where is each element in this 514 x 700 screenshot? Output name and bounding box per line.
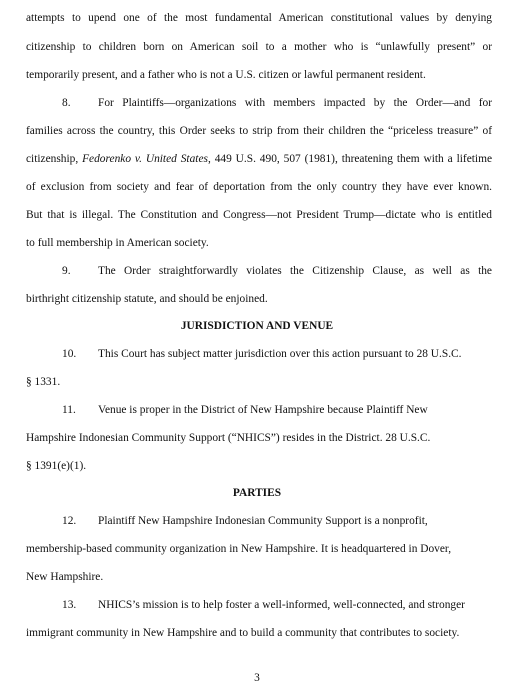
paragraph-11-line-1: Venue is proper in the District of New Hampshire because Plaintiff New (98, 404, 428, 416)
paragraph-10-number: 10. (62, 348, 77, 360)
paragraph-11-line-2: Hampshire Indonesian Community Support (“NHICS”) resides in the District. 28 U.S.C. (26, 432, 431, 444)
paragraph-8-line-4: of exclusion from society and fear of deportation from the only country they have ever known. (26, 181, 492, 193)
section-heading-jurisdiction-and-venue: JURISDICTION AND VENUE (180, 320, 334, 332)
paragraph-8-line-1: For Plaintiffs—organizations with members impacted by the Order—and for (98, 97, 492, 109)
paragraph-12-line-2: membership-based community organization in New Hampshire. It is headquartered in Dover, (26, 543, 452, 555)
paragraph-12-line-3: New Hampshire. (26, 571, 104, 583)
paragraph-10-line-1: This Court has subject matter jurisdiction over this action pursuant to 28 U.S.C. (98, 348, 462, 360)
paragraph-9-number: 9. (62, 265, 71, 277)
paragraph-13-line-2: immigrant community in New Hampshire and to build a community that contributes to society. (26, 627, 460, 639)
paragraph-9-line-1: The Order straightforwardly violates the Citizenship Clause, as well as the (98, 265, 492, 277)
paragraph-13-line-1: NHICS’s mission is to help foster a well-informed, well-connected, and stronger (98, 599, 465, 611)
paragraph-8-line-5: But that is illegal. The Constitution and Congress—not President Trump—dictate who is entitled (26, 209, 492, 221)
paragraph-13-number: 13. (62, 599, 77, 611)
paragraph-9-line-2: birthright citizenship statute, and should be enjoined. (26, 293, 268, 305)
paragraph-12-number: 12. (62, 515, 77, 527)
paragraph-7-line-2: citizenship to children born on American soil to a mother who is “unlawfully present” or (26, 41, 492, 53)
paragraph-8-line-2: families across the country, this Order seeks to strip from their children the “priceless treasure” of (26, 125, 492, 137)
paragraph-7-line-1: attempts to upend one of the most fundamental American constitutional values by denying (26, 12, 492, 24)
paragraph-8-line-3 (26, 152, 492, 166)
paragraph-11-line-3: § 1391(e)(1). (26, 460, 87, 472)
case-citation-fedorenko: Fedorenko v. United States (82, 153, 208, 165)
paragraph-8-number: 8. (62, 97, 71, 109)
paragraph-8-line-6: to full membership in American society. (26, 237, 209, 249)
paragraph-11-number: 11. (62, 404, 76, 416)
paragraph-7-line-3: temporarily present, and a father who is not a U.S. citizen or lawful permanent resident. (26, 69, 426, 81)
page-number: 3 (254, 672, 260, 684)
paragraph-8-line-3-b: , 449 U.S. 490, 507 (1981), threatening them with a lifetime (207, 153, 492, 165)
paragraph-12-line-1: Plaintiff New Hampshire Indonesian Community Support is a nonprofit, (98, 515, 428, 527)
section-heading-parties: PARTIES (232, 487, 282, 499)
paragraph-10-line-2: § 1331. (26, 376, 61, 388)
paragraph-8-line-3-a: citizenship, (26, 153, 83, 165)
